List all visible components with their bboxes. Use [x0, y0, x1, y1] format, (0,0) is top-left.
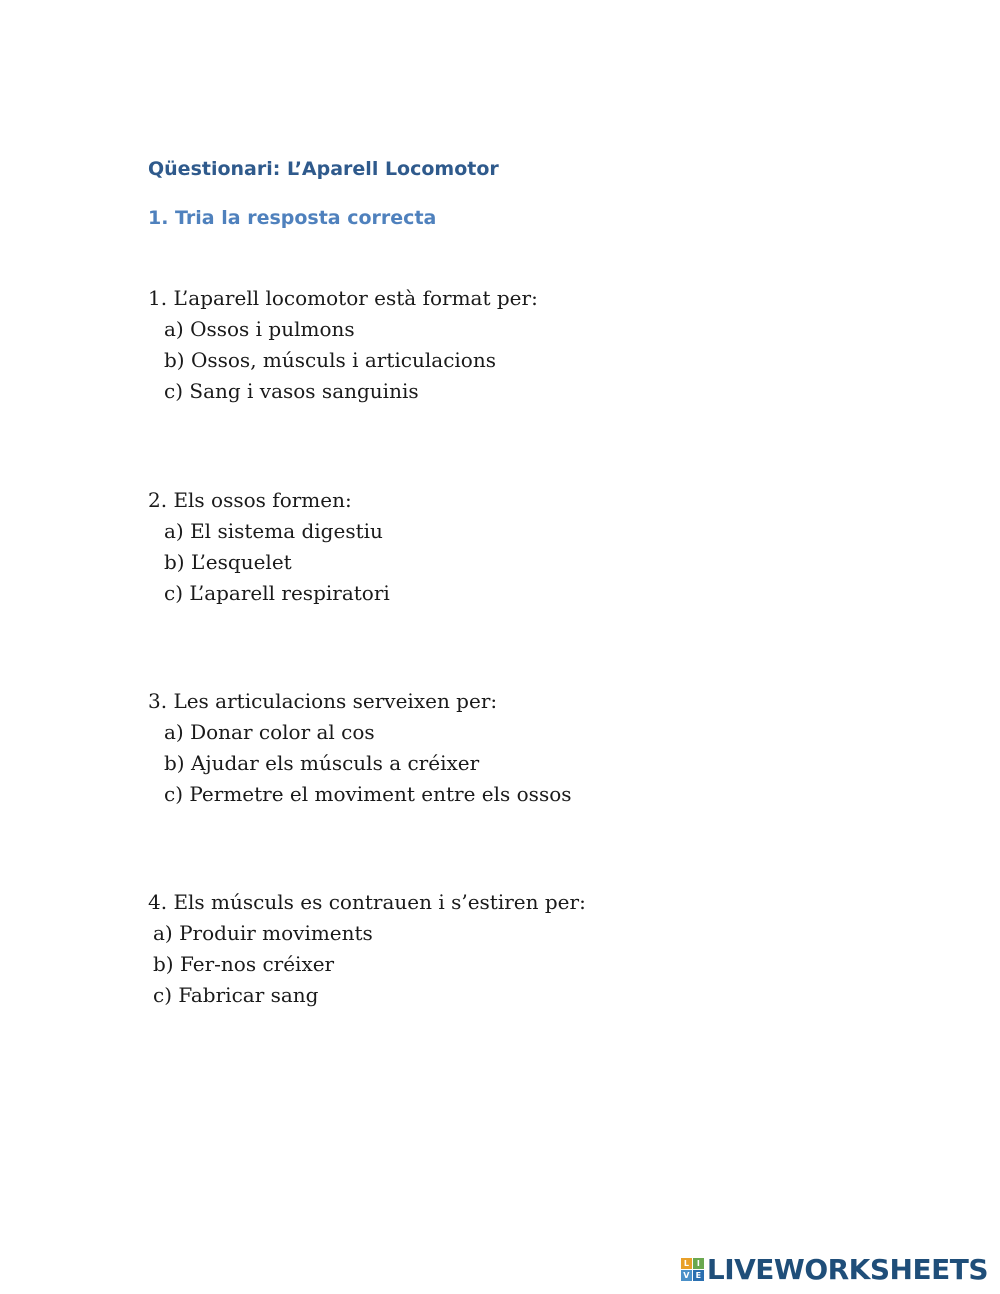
question-3-option-c[interactable]: c) Permetre el moviment entre els ossos	[164, 782, 572, 806]
question-3-option-b[interactable]: b) Ajudar els músculs a créixer	[164, 751, 480, 775]
question-4	[148, 887, 586, 1011]
question-4-text: 4. Els músculs es contrauen i s’estiren per:	[148, 890, 586, 914]
section-heading: 1. Tria la resposta correcta	[148, 207, 437, 229]
question-2-option-c[interactable]: c) L’aparell respiratori	[164, 581, 390, 605]
logo-mark-letter-i: I	[693, 1258, 704, 1269]
liveworksheets-logo-icon	[681, 1258, 704, 1281]
question-4-option-b[interactable]: b) Fer-nos créixer	[153, 952, 335, 976]
logo-mark-letter-e: E	[693, 1270, 704, 1281]
question-4-option-a[interactable]: a) Produir moviments	[153, 921, 373, 945]
logo-mark-letter-l: L	[681, 1258, 692, 1269]
question-4-option-c[interactable]: c) Fabricar sang	[153, 983, 319, 1007]
question-3-option-a[interactable]: a) Donar color al cos	[164, 720, 375, 744]
question-3-text: 3. Les articulacions serveixen per:	[148, 689, 498, 713]
question-1-option-c[interactable]: c) Sang i vasos sanguinis	[164, 379, 419, 403]
question-1-option-b[interactable]: b) Ossos, músculs i articulacions	[164, 348, 496, 372]
question-2	[148, 485, 390, 609]
logo-mark-letter-v: V	[681, 1270, 692, 1281]
question-1	[148, 283, 538, 407]
question-3	[148, 686, 572, 810]
question-2-option-b[interactable]: b) L’esquelet	[164, 550, 292, 574]
question-1-text: 1. L’aparell locomotor està format per:	[148, 286, 538, 310]
liveworksheets-wordmark: LIVEWORKSHEETS	[706, 1252, 988, 1286]
question-2-option-a[interactable]: a) El sistema digestiu	[164, 519, 383, 543]
question-2-text: 2. Els ossos formen:	[148, 488, 352, 512]
liveworksheets-logo	[681, 1252, 988, 1286]
question-1-option-a[interactable]: a) Ossos i pulmons	[164, 317, 355, 341]
page-title: Qüestionari: L’Aparell Locomotor	[148, 158, 499, 180]
